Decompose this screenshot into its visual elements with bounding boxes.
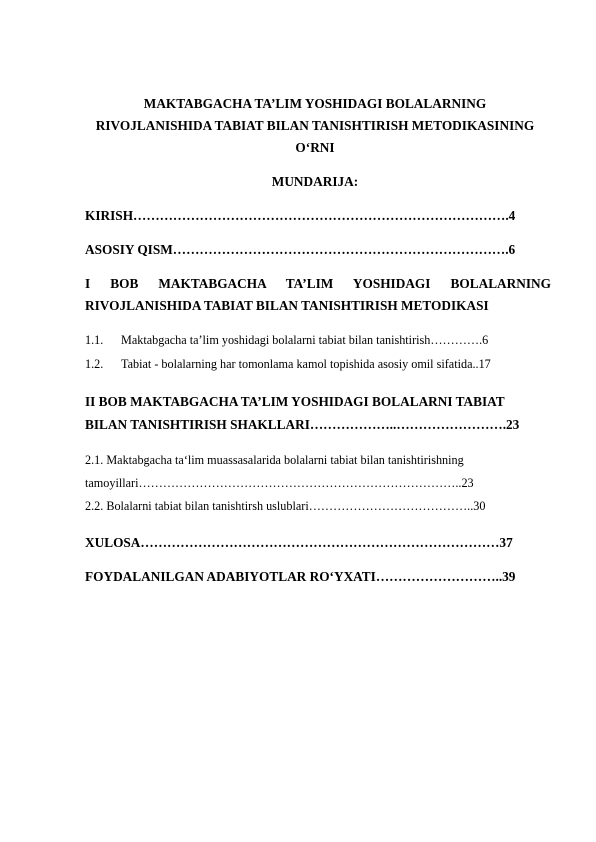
- toc-entry-section-2-1-line-2: tamoyillari……………………………………………………………………..23: [85, 476, 474, 490]
- contents-heading: MUNDARIJA:: [271, 174, 359, 189]
- toc-entry-bob1-line-1: I BOB MAKTABGACHA TA’LIM YOSHIDAGI BOLALARNING: [85, 276, 551, 291]
- toc-entry-xulosa: XULOSA………………………………………………………………………37: [85, 535, 513, 550]
- section-number: 1.1.: [85, 333, 104, 347]
- section-number: 1.2.: [85, 357, 104, 371]
- toc-entry-section-2-2: 2.2. Bolalarni tabiat bilan tanishtirsh uslublari…………………………………..30: [85, 499, 486, 513]
- toc-entry-section-1-1: [85, 333, 488, 348]
- document-title-line-2: RIVOJLANISHIDA TABIAT BILAN TANISHTIRISH METODIKASINING: [95, 118, 535, 133]
- document-title-line-1: MAKTABGACHA TA’LIM YOSHIDAGI BOLALARNING: [143, 96, 487, 111]
- section-title: Maktabgacha ta’lim yoshidagi bolalarni tabiat bilan tanishtirish………….6: [121, 333, 489, 347]
- toc-entry-bob2-line-1: II BOB MAKTABGACHA TA’LIM YOSHIDAGI BOLALARNI TABIAT: [85, 394, 505, 409]
- toc-entry-bob1-line-2: RIVOJLANISHIDA TABIAT BILAN TANISHTIRISH METODIKASI: [85, 298, 489, 313]
- toc-entry-section-1-2: [85, 357, 491, 372]
- section-title: Tabiat - bolalarning har tomonlama kamol topishida asosiy omil sifatida..17: [121, 357, 491, 371]
- toc-entry-bob2-line-2: BILAN TANISHTIRISH SHAKLLARI………………..…………………….23: [85, 417, 520, 432]
- document-title-line-3: O‘RNI: [295, 140, 335, 155]
- toc-entry-kirish: KIRISH………………………………………………………………………….4: [85, 208, 516, 223]
- toc-entry-foydalanilgan-adabiyotlar: FOYDALANILGAN ADABIYOTLAR RO‘YXATI………………………..39: [85, 569, 516, 584]
- toc-entry-section-2-1-line-1: 2.1. Maktabgacha ta‘lim muassasalarida bolalarni tabiat bilan tanishtirishning: [85, 453, 464, 467]
- toc-entry-asosiy-qism: ASOSIY QISM………………………………………………………………….6: [85, 242, 516, 257]
